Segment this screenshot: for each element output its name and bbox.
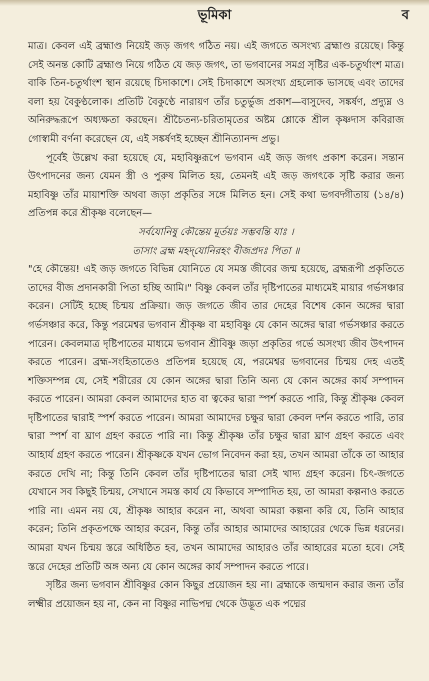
body-text [28,38,404,614]
paragraph: "হে কৌন্তেয়! এই জড় জগতে বিভিন্ন যোনিতে যে সমস্ত জীবের জন্ম হয়েছে, ব্রহ্মরূপী প্রকৃতিতে তাদের বীজ প্রদানকারী পিতা হচ্ছি আমি।" বিষ্ণু কেবল তাঁর দৃষ্টিপাতের মাধ্যমেই মায়ার গর্ভসঞ্চার করেন। সেটিই হচ্ছে চিন্ময় প্রক্রিয়া। জড় জগতে জীব তার দেহের বিশেষ কোন অঙ্গের দ্বারা গর্ভসঞ্চার করে, কিন্তু পরমেশ্বর ভগবান শ্রীকৃষ্ণ বা মহাবিষ্ণু যে কোন অঙ্গের দ্বারা গর্ভসঞ্চার করতে পারেন। কেবলমাত্র দৃষ্টিপাতের মাধ্যমে ভগবান শ্রীবিষ্ণু জড়া প্রকৃতির গর্ভে অসংখ্য জীব উৎপাদন করতে পারেন। ব্রহ্ম-সংহিতাতেও প্রতিপন্ন হয়েছে যে, পরমেশ্বর ভগবানের চিন্ময় দেহ এতই শক্তিসম্পন্ন যে, সেই শরীরের যে কোন অঙ্গের দ্বারা তিনি অন্য যে কোন অঙ্গের কার্য সম্পাদন করতে পারেন। আমরা কেবল আমাদের হাত বা ত্বকের দ্বারা স্পর্শ করতে পারি, কিন্তু শ্রীকৃষ্ণ কেবল দৃষ্টিপাতের দ্বারাই স্পর্শ করতে পারেন। আমরা আমাদের চক্ষুর দ্বারা কেবল দর্শন করতে পারি, তার দ্বারা স্পর্শ বা ঘ্রাণ গ্রহণ করতে পারি না। কিন্তু শ্রীকৃষ্ণ তাঁর চক্ষুর দ্বারা ঘ্রাণ গ্রহণ করতে এবং আহার্য গ্রহণ করতে পারেন। শ্রীকৃষ্ণকে যখন ভোগ নিবেদন করা হয়, তখন আমরা তাঁকে তা আহার করতে দেখি না; কিন্তু তিনি কেবল তাঁর দৃষ্টিপাতের দ্বারা সেই খাদ্য গ্রহণ করেন। চিৎ-জগতে যেখানে সব কিছুই চিন্ময়, সেখানে সমস্ত কার্য যে কিভাবে সম্পাদিত হয়, তা আমরা কল্পনাও করতে পারি না। এমন নয় যে, শ্রীকৃষ্ণ আহার করেন না, অথবা আমরা কল্পনা করি যে, তিনি আহার করেন; তিনি প্রকৃতপক্ষে আহার করেন, কিন্তু তাঁর আহার আমাদের আহারের থেকে ভিন্ন ধরনের। আমরা যখন চিন্ময় স্তরে অধিষ্ঠিত হব, তখন আমাদের আহারও তাঁর আহারের মতো হবে। সেই স্তরে দেহের প্রতিটি অঙ্গ অন্য যে কোন অঙ্গের কার্য সম্পাদন করতে পারে। [28,264,404,573]
section-title: ভূমিকা [197,8,232,23]
page-number: ব [401,8,409,23]
paragraph: পূর্বেই উল্লেখ করা হয়েছে যে, মহাবিষ্ণুরূপে ভগবান এই জড় জগৎ প্রকাশ করেন। সন্তান উৎপাদনের জন্য যেমন স্ত্রী ও পুরুষ মিলিত হয়, তেমনই এই জড় জগৎকে সৃষ্টি করার জন্য মহাবিষ্ণু তাঁর মায়াশক্তি অথবা জড়া প্রকৃতির সঙ্গে মিলিত হন। সেই কথা ভগবদ্গীতায় (১৪/৪) প্রতিপন্ন করে শ্রীকৃষ্ণ বলেছেন— [28,152,404,220]
paragraph: সৃষ্টির জন্য ভগবান শ্রীবিষ্ণুর কোন কিছুর প্রয়োজন হয় না। ব্রহ্মাকে জন্মদান করার জন্য তাঁর লক্ষ্মীর প্রয়োজন হয় না, কেন না বিষ্ণুর নাভিপদ্ম থেকে উদ্ভূত এক পদ্মের [28,580,404,610]
paragraph: মাত্র। কেবল এই ব্রহ্মাণ্ড নিয়েই জড় জগৎ গঠিত নয়। এই জগতে অসংখ্য ব্রহ্মাণ্ড রয়েছে। কিন্তু সেই অনন্ত কোটি ব্রহ্মাণ্ড নিয়ে গঠিত যে জড় জগৎ, তা ভগবানের সমগ্র সৃষ্টির এক-চতুর্থাংশ মাত্র। বাকি তিন-চতুর্থাংশ স্থান রয়েছে চিদাকাশে। সেই চিদাকাশে অসংখ্য গ্রহলোক ভাসছে এবং তাদের বলা হয় বৈকুণ্ঠলোক। প্রতিটি বৈকুণ্ঠে নারায়ণ তাঁর চতুর্ভুজ প্রকাশ—বাসুদেব, সঙ্কর্ষণ, প্রদ্যুম্ন ও অনিরুদ্ধরূপে অধ্যক্ষতা করছেন। শ্রীচৈতন্য-চরিতামৃতের অষ্টম শ্লোকে শ্রীল কৃষ্ণদাস কবিরাজ গোস্বামী বর্ণনা করেছেন যে, এই সঙ্কর্ষণই হচ্ছেন শ্রীনিত্যানন্দ প্রভু। [28,41,404,145]
page-header [0,0,429,26]
verse-line: তাসাং ব্রহ্ম মহদ্‌যোনিরহং বীজপ্রদঃ পিতা ॥ [132,245,300,257]
verse-line: সর্বযোনিষু কৌন্তেয় মূর্তয়ঃ সম্ভবন্তি যাঃ । [138,226,294,238]
